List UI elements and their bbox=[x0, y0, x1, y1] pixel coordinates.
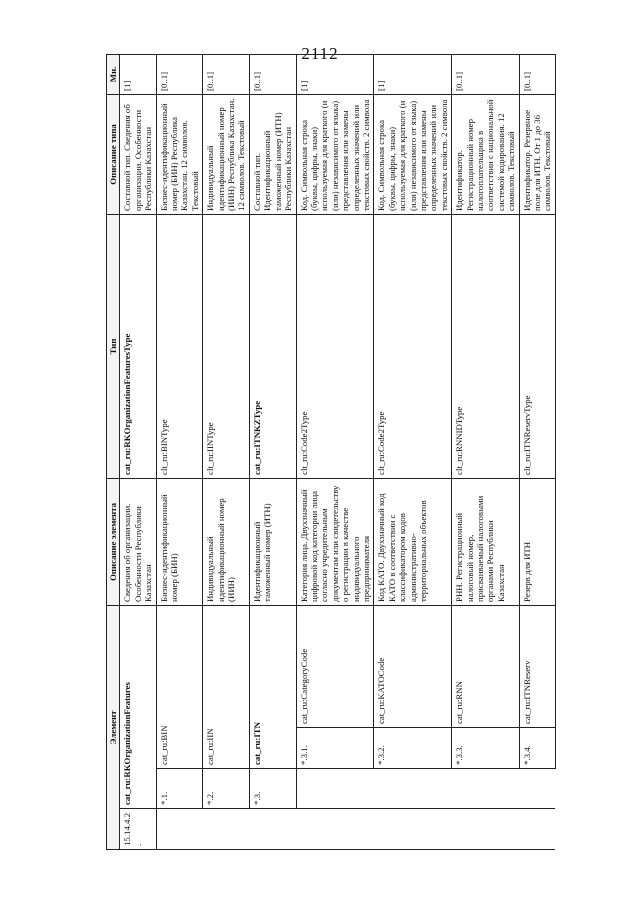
cell-indent bbox=[249, 809, 296, 850]
table-row-nested bbox=[374, 54, 452, 849]
cell-type-desc: Составной тип. Идентификационный таможенный номер (ИТН) Республики Казахстан bbox=[249, 94, 296, 214]
cell-type-desc: Составной тип. Сведения об организации. Особенности Республики Казахстан bbox=[120, 94, 156, 214]
header-type-desc: Описание типа bbox=[107, 94, 120, 214]
cell-type: clt_ru:ITNReservType bbox=[519, 214, 555, 478]
cell-mn: [0..1] bbox=[203, 54, 250, 94]
cell-type-desc: Код. Символьная строка (буквы, цифры, знаки) используемая для краткого (и (или) независимого от языка) представления или замены определенных значений или текстовых свойств. 2 символа bbox=[296, 94, 374, 214]
cell-desc: Резерв для ИТН bbox=[519, 478, 555, 605]
cell-name: cat_ru:RNN bbox=[452, 605, 519, 727]
cell-name: cat_ru:RKOrganizationFeatures bbox=[120, 605, 156, 808]
cell-indent bbox=[519, 809, 555, 850]
cell-num: *.3.2. bbox=[374, 728, 452, 769]
cell-desc: РНН. Регистрационный налоговый номер, присваиваемый налоговыми органами Республики Казахстан bbox=[452, 478, 519, 605]
cell-desc: Категория лица. Двухзначный цифровой код категории лица согласно учредительным документам или свидетельству о регистрации в качестве индивидуального предпринимателя bbox=[296, 478, 374, 605]
cell-type: clt_ru:IINType bbox=[203, 214, 250, 478]
table-row-nested bbox=[452, 54, 519, 849]
cell-type-desc: Индивидуальный идентификационный номер (ИИН) Республика Казахстан. 12 символов. Текстовый bbox=[203, 94, 250, 214]
cell-indent bbox=[452, 769, 519, 809]
cell-type-desc: Бизнес-идентификационный номер (БИН) Республика Казахстан. 12 символов. Текстовый bbox=[156, 94, 203, 214]
table-row bbox=[249, 54, 296, 849]
cell-type: cat_ru:RKOrganizationFeaturesType bbox=[120, 214, 156, 478]
cell-type-desc: Код. Символьная строка (буквы, цифры, знаки) используемая для краткого (и (или) независимого от языка) представления или замены определенных значений или текстовых свойств. 2 символа bbox=[374, 94, 452, 214]
cell-type-desc: Идентификатор. Резервное поле для ИТН. От 1 до 36 символов. Текстовый bbox=[519, 94, 555, 214]
cell-name: cat_ru:IIN bbox=[203, 605, 250, 768]
cell-num: *.1. bbox=[156, 769, 203, 809]
table-header-row bbox=[107, 54, 120, 849]
cell-indent bbox=[452, 809, 519, 850]
cell-type: clt_ru:Code2Type bbox=[296, 214, 374, 478]
table-row bbox=[156, 54, 203, 849]
cell-type: cat_ru:ITNKZType bbox=[249, 214, 296, 478]
cell-indent bbox=[374, 809, 452, 850]
cell-mn: [1] bbox=[374, 54, 452, 94]
cell-num: *.3.4. bbox=[519, 728, 555, 769]
cell-name: cat_ru:CategoryCode bbox=[296, 605, 374, 727]
cell-mn: [0..1] bbox=[452, 54, 519, 94]
cell-indent bbox=[203, 809, 250, 850]
cell-desc: Идентификационный таможенный номер (ИТН) bbox=[249, 478, 296, 605]
cell-mn: [1] bbox=[296, 54, 374, 94]
header-element-desc: Описание элемента bbox=[107, 478, 120, 605]
specification-table bbox=[106, 54, 556, 850]
cell-indent bbox=[296, 809, 374, 850]
cell-num: *.2. bbox=[203, 769, 250, 809]
cell-num: *.3.1. bbox=[296, 728, 374, 769]
cell-num: *.3.3. bbox=[452, 728, 519, 769]
cell-mn: [0..1] bbox=[519, 54, 555, 94]
cell-indent bbox=[374, 769, 452, 809]
cell-desc: Бизнес-идентификационный номер (БИН) bbox=[156, 478, 203, 605]
cell-mn: [1] bbox=[120, 54, 156, 94]
cell-indent bbox=[156, 809, 203, 850]
cell-type: clt_ru:Code2Type bbox=[374, 214, 452, 478]
cell-name: cat_ru:BIN bbox=[156, 605, 203, 768]
cell-name: cat_ru:ITN bbox=[249, 605, 296, 768]
cell-indent bbox=[519, 769, 555, 809]
header-type: Тип bbox=[107, 214, 120, 478]
cell-desc: Индивидуальный идентификационный номер (ИИН) bbox=[203, 478, 250, 605]
cell-type: clt_ru:RNNIDType bbox=[452, 214, 519, 478]
cell-num: 15.14.4.2. bbox=[120, 809, 156, 850]
table-row-nested bbox=[296, 54, 374, 849]
cell-desc: Код КАТО. Двухзначный код КАТО в соответствии с классификатором кодов административно-территориальных объектов bbox=[374, 478, 452, 605]
cell-mn: [0..1] bbox=[249, 54, 296, 94]
cell-desc: Сведения об организации. Особенности Республики Казахстан bbox=[120, 478, 156, 605]
cell-indent bbox=[296, 769, 374, 809]
header-element: Элемент bbox=[107, 605, 120, 849]
cell-name: cat_ru:KATOCode bbox=[374, 605, 452, 727]
cell-type: clt_ru:BINType bbox=[156, 214, 203, 478]
table-row-nested bbox=[519, 54, 555, 849]
table-row bbox=[203, 54, 250, 849]
cell-name: cat_ru:ITNReserv bbox=[519, 605, 555, 727]
header-mn: Мн. bbox=[107, 54, 120, 94]
cell-num: *.3. bbox=[249, 769, 296, 809]
rotated-table-container bbox=[106, 66, 640, 850]
table-row-main bbox=[120, 54, 156, 849]
cell-mn: [0..1] bbox=[156, 54, 203, 94]
cell-type-desc: Идентификатор. Регистрационный номер налогоплательщика в соответствии с национальной системой кодирования. 12 символов. Текстовый bbox=[452, 94, 519, 214]
page-number: 2112 bbox=[301, 44, 339, 63]
